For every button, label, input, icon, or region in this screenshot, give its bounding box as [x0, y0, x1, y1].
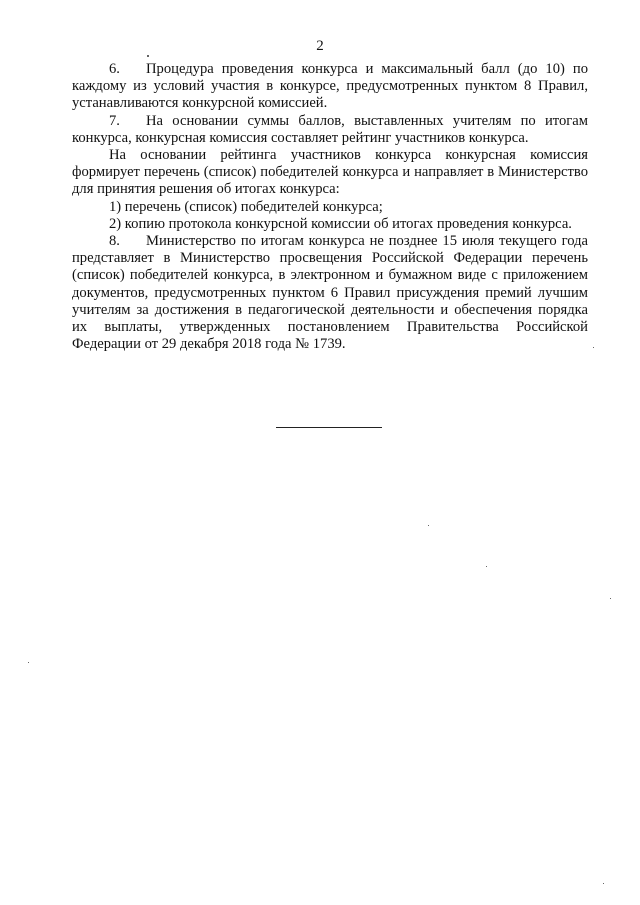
scan-speck: [147, 55, 149, 57]
paragraph-8: [72, 233, 588, 353]
list-item-text: 2) копию протокола конкурсной комиссии об итогах проведения конкурса.: [109, 215, 572, 232]
list-item-1: [72, 199, 588, 216]
scan-speck: [28, 662, 29, 663]
paragraph-rating: [72, 147, 588, 199]
end-of-document-rule: [276, 427, 382, 428]
paragraph-number: 8.: [109, 233, 120, 250]
document-body: [72, 61, 588, 353]
paragraph-number: 6.: [109, 61, 120, 77]
list-item-2: [72, 216, 588, 233]
paragraph-6: [72, 61, 588, 113]
scan-speck: [428, 525, 429, 526]
scan-speck: [610, 598, 611, 599]
paragraph-7: [72, 113, 588, 147]
page-number: 2: [316, 38, 324, 54]
paragraph-text: На основании рейтинга участников конкурса конкурсная комиссия формирует перечень (список) победителей конкурса и направляет в Министерство для принятия решения об итогах конкурса:: [72, 147, 588, 198]
scan-speck: [593, 347, 594, 348]
paragraph-number: 7.: [109, 112, 120, 129]
scan-speck: [603, 883, 604, 884]
list-item-text: 1) перечень (список) победителей конкурса;: [109, 198, 383, 215]
paragraph-text: На основании суммы баллов, выставленных учителям по итогам конкурса, конкурсная комиссия составляет рейтинг участников конкурса.: [72, 112, 588, 146]
paragraph-text: Министерство по итогам конкурса не позднее 15 июля текущего года представляет в Министерство просвещения Российской Федерации перечень (список) победителей конкурса, в электронном и бумажном виде с приложением документов, предусмотренных пунктом 6 Правил присуждения премий лучшим учителям за достижения в педагогической деятельности и обеспечения порядка их выплаты, утвержденных постановлением Правительства Российской Федерации от 29 декабря 2018 года № 1739.: [72, 233, 588, 353]
paragraph-text: Процедура проведения конкурса и максимальный балл (до 10) по каждому из условий участия в конкурсе, предусмотренных пунктом 8 Правил, устанавливаются конкурсной комиссией.: [72, 61, 588, 112]
scan-speck: [486, 566, 487, 567]
